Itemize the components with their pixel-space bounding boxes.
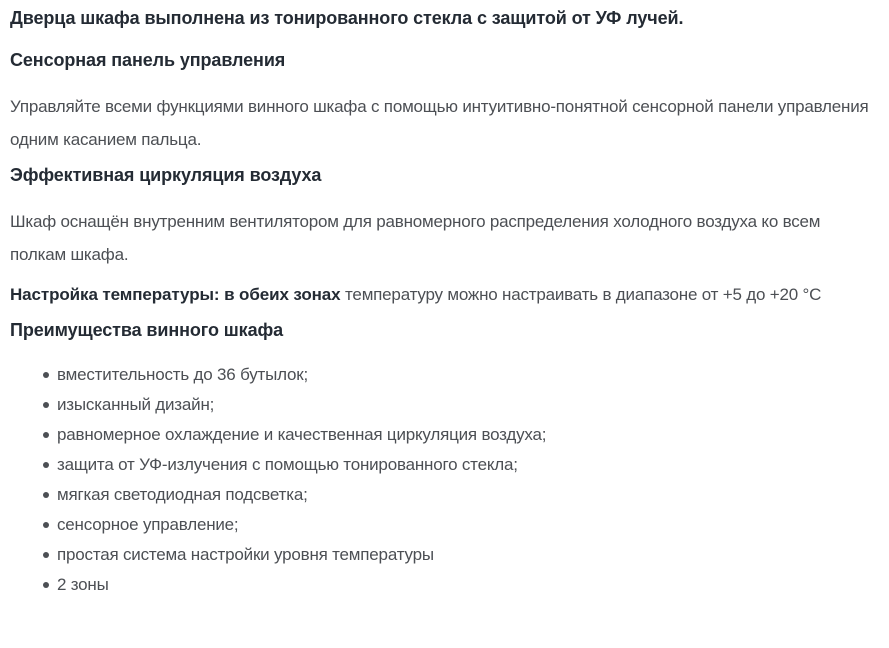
benefit-item [43, 570, 879, 600]
intro-bold-paragraph: Дверца шкафа выполнена из тонированного стекла с защитой от УФ лучей. [10, 8, 684, 28]
benefit-item [43, 450, 879, 480]
benefit-item [43, 510, 879, 540]
benefit-item-label: простая система настройки уровня температуры [57, 545, 434, 564]
bullet-icon [43, 522, 49, 528]
benefit-item [43, 480, 879, 510]
air-circulation-paragraph: Шкаф оснащён внутренним вентилятором для равномерного распределения холодного воздуха ко всем полкам шкафа. [10, 212, 821, 264]
benefit-item-label: 2 зоны [57, 575, 109, 594]
benefit-item-label: мягкая светодиодная подсветка; [57, 485, 308, 504]
touch-panel-paragraph: Управляйте всеми функциями винного шкафа с помощью интуитивно-понятной сенсорной панели управления одним касанием пальца. [10, 97, 869, 149]
benefit-item-label: изысканный дизайн; [57, 395, 215, 414]
bullet-icon [43, 552, 49, 558]
temperature-bold-lead: Настройка температуры: в обеих зонах [10, 285, 341, 304]
air-circulation-heading: Эффективная циркуляция воздуха [10, 165, 322, 185]
benefit-item [43, 420, 879, 450]
benefit-item [43, 390, 879, 420]
benefit-item-label: равномерное охлаждение и качественная циркуляция воздуха; [57, 425, 547, 444]
bullet-icon [43, 582, 49, 588]
benefits-list [10, 360, 879, 600]
benefit-item-label: вместительность до 36 бутылок; [57, 365, 309, 384]
benefit-item-label: сенсорное управление; [57, 515, 239, 534]
benefit-item [43, 360, 879, 390]
temperature-text: температуру можно настраивать в диапазоне от +5 до +20 °C [340, 285, 822, 304]
bullet-icon [43, 462, 49, 468]
benefit-item [43, 540, 879, 570]
product-description-content [10, 6, 879, 600]
benefits-heading: Преимущества винного шкафа [10, 320, 284, 340]
bullet-icon [43, 432, 49, 438]
temperature-paragraph [10, 278, 879, 311]
touch-panel-heading: Сенсорная панель управления [10, 50, 286, 70]
benefit-item-label: защита от УФ-излучения с помощью тонированного стекла; [57, 455, 518, 474]
bullet-icon [43, 372, 49, 378]
bullet-icon [43, 492, 49, 498]
bullet-icon [43, 402, 49, 408]
